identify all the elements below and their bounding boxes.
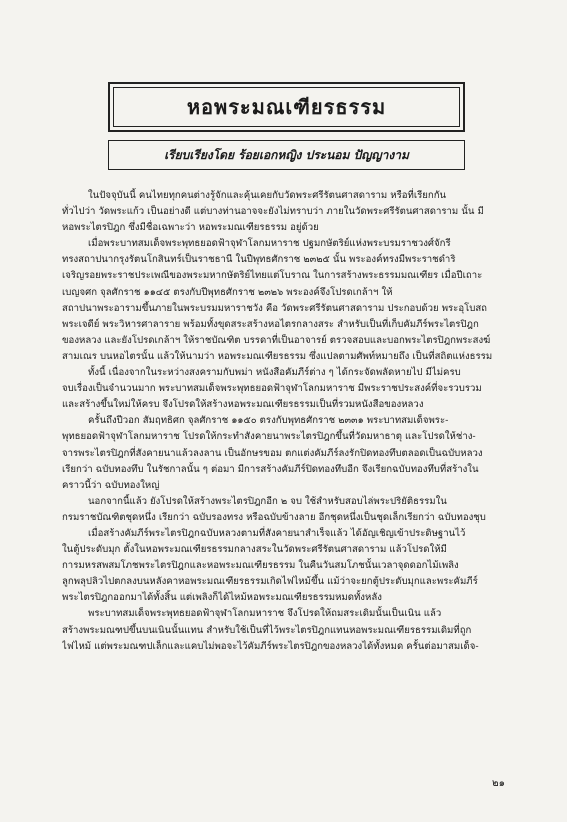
body-line: ทั่วไปว่า วัดพระแก้ว เป็นอย่างดี แต่บางท่านอาจจะยังไม่ทราบว่า ภายในวัดพระศรีรัตนศาสดาราม นั้น มี: [62, 206, 484, 218]
body-line: นอกจากนี้แล้ว ยังโปรดให้สร้างพระไตรปิฎกอีก ๒ จบ ใช้สำหรับสอบไล่พระปริยัติธรรมใน: [88, 495, 447, 507]
body-line: กรมราชบัณฑิตชุดหนึ่ง เรียกว่า ฉบับรองทรง หรือฉบับข้างลาย อีกชุดหนึ่งเป็นชุดเล็กเรียกว่า ฉบับทองชุบ: [62, 511, 486, 523]
page-number: ๒๑: [492, 778, 505, 789]
body-line: หอพระไตรปิฎก ซึ่งมีชื่อเฉพาะว่า หอพระมณเฑียรธรรม อยู่ด้วย: [62, 222, 319, 234]
body-line: พระบาทสมเด็จพระพุทธยอดฟ้าจุฬาโลกมหาราช จึงโปรดให้ถมสระเดิมนั้นเป็นเนิน แล้ว: [88, 608, 442, 620]
body-line: ของหลวง และยังโปรดเกล้าฯ ให้ราชบัณฑิต บรรดาที่เป็นอาจารย์ ตรวจสอบและบอกพระไตรปิฎกพระสงฆ์: [62, 334, 491, 346]
body-line: ในปัจจุบันนี้ คนไทยทุกคนต่างรู้จักและคุ้นเคยกับวัดพระศรีรัตนศาสดาราม หรือที่เรียกกัน: [88, 190, 447, 201]
body-line: เจริญรอยพระราชประเพณีของพระมหากษัตริย์ไทยแต่โบราณ ในการสร้างพระธรรมมณเฑียร เมื่อปีเถาะ: [62, 270, 483, 282]
body-line: ครั้นถึงปีวอก สัมฤทธิศก จุลศักราช ๑๑๕๐ ตรงกับพุทธศักราช ๒๓๓๑ พระบาทสมเด็จพระ-: [88, 415, 449, 427]
body-line: จบเรื่องเป็นจำนวนมาก พระบาทสมเด็จพระพุทธยอดฟ้าจุฬาโลกมหาราช มีพระราชประสงค์ที่จะรวบรวม: [62, 383, 482, 395]
body-line: ทั้งนี้ เนื่องจากในระหว่างสงครามกับพม่า หนังสือคัมภีร์ต่าง ๆ ได้กระจัดพลัดหายไป มีไม่ครบ: [88, 367, 461, 379]
body-line: และสร้างขึ้นใหม่ให้ครบ จึงโปรดให้สร้างหอพระมณเฑียรธรรมเป็นที่รวมหนังสือของหลวง: [62, 399, 424, 411]
title-frame: [108, 82, 465, 132]
body-line: ลูกพลุปลิวไปตกลงบนหลังคาหอพระมณเฑียรธรรมเกิดไฟไหม้ขึ้น แม้ว่าจะยกตู้ประดับมุกและพระคัมภีร์: [62, 576, 478, 588]
author-byline: เรียบเรียงโดย ร้อยเอกหญิง ประนอม ปัญญางาม: [164, 147, 409, 162]
body-line: คราวนี้ว่า ฉบับทองใหญ่: [62, 479, 160, 491]
body-line: จารพระไตรปิฎกที่สังคายนาแล้วลงลาน เป็นอักษรขอม ตกแต่งคัมภีร์ลงรักปิดทองทึบตลอดเป็นฉบับหลวง: [62, 447, 483, 459]
body-text: [62, 188, 514, 655]
body-line: พระเจดีย์ พระวิหารศาลาราย พร้อมทั้งขุดสระสร้างหอไตรกลางสระ สำหรับเป็นที่เก็บคัมภีร์พระไตรปิฎก: [62, 318, 479, 330]
body-line: สามเณร บนหอไตรนั้น แล้วให้นามว่า หอพระมณเฑียรธรรม ซึ่งแปลตามศัพท์หมายถึง เป็นที่สถิตแห่งธรรม: [62, 350, 493, 362]
byline-frame: [108, 140, 465, 170]
body-line: เรียกว่า ฉบับทองทึบ ในรัชกาลนั้น ๆ ต่อมา มีการสร้างคัมภีร์ปิดทองทึบอีก จึงเรียกฉบับทองทึบที่สร้างใน: [62, 463, 479, 475]
body-line: เบญจศก จุลศักราช ๑๑๔๕ ตรงกับปีพุทธศักราช ๒๓๒๖ พระองค์จึงโปรดเกล้าฯ ให้: [62, 286, 393, 298]
body-line: เมื่อพระบาทสมเด็จพระพุทธยอดฟ้าจุฬาโลกมหาราช ปฐมกษัตริย์แห่งพระบรมราชวงศ์จักรี: [88, 238, 451, 250]
body-line: ทรงสถาปนากรุงรัตนโกสินทร์เป็นราชธานี ในปีพุทธศักราช ๒๓๒๕ นั้น พระองค์ทรงมีพระราชดำริ: [62, 254, 456, 266]
body-line: ในตู้ประดับมุก ตั้งในหอพระมณเฑียรธรรมกลางสระในวัดพระศรีรัตนศาสดาราม แล้วโปรดให้มี: [62, 544, 447, 556]
body-line: สร้างพระมณฑปขึ้นบนเนินนั้นแทน สำหรับใช้เป็นที่ไว้พระไตรปิฎกแทนหอพระมณเฑียรธรรมเดิมที่ถูก: [62, 624, 472, 636]
body-line: พุทธยอดฟ้าจุฬาโลกมหาราช โปรดให้กระทำสังคายนาพระไตรปิฎกขึ้นที่วัดมหาธาตุ และโปรดให้ช่าง-: [62, 431, 476, 443]
body-line: ไฟไหม้ แต่พระมณฑปเล็กและแคบไม่พอจะไว้คัมภีร์พระไตรปิฎกของหลวงได้ทั้งหมด ครั้นต่อมาสมเด็จ-: [62, 640, 479, 652]
body-line: สถาปนาพระอารามขึ้นภายในพระบรมมหาราชวัง คือ วัดพระศรีรัตนศาสดาราม ประกอบด้วย พระอุโบสถ: [62, 302, 487, 314]
body-line: การมหรสพสมโภชพระไตรปิฎกและหอพระมณเฑียรธรรม ในคืนวันสมโภชนั้นเวลาจุดดอกไม้เพลิง: [62, 560, 459, 572]
body-line: พระไตรปิฎกออกมาได้ทั้งสิ้น แต่เพลิงก็ได้ไหม้หอพระมณเฑียรธรรมหมดทั้งหลัง: [62, 592, 382, 604]
body-line: เมื่อสร้างคัมภีร์พระไตรปิฎกฉบับหลวงตามที่สังคายนาสำเร็จแล้ว ได้อัญเชิญเข้าประดิษฐานไว้: [88, 527, 466, 539]
page-title: หอพระมณเฑียรธรรม: [186, 95, 387, 119]
